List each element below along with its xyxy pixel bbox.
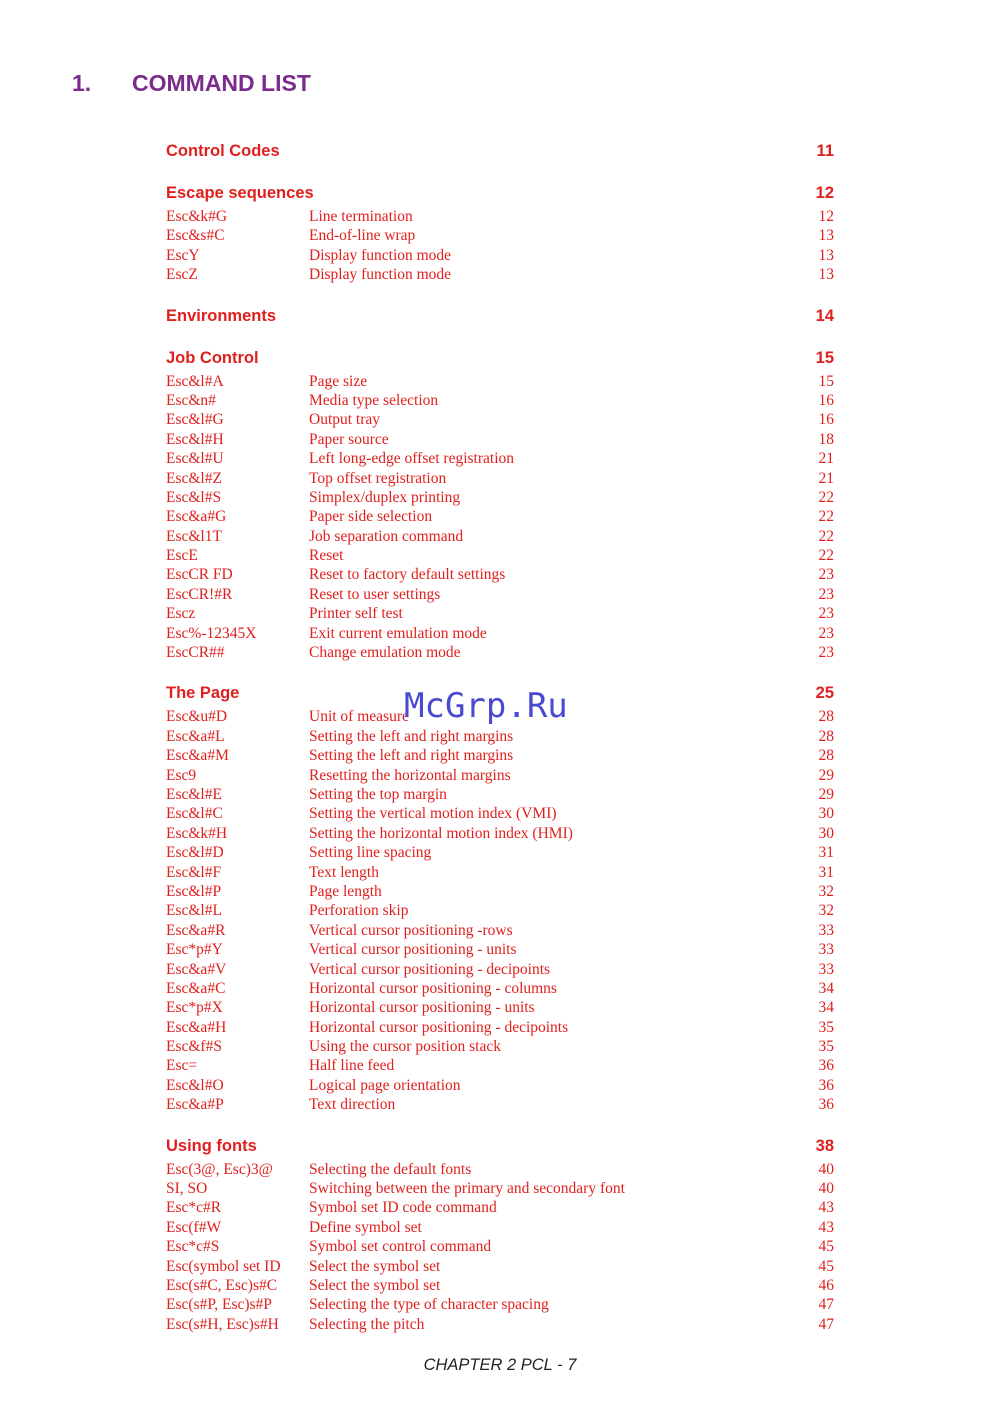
toc-entry [166, 527, 834, 546]
entry-page: 45 [818, 1257, 834, 1275]
toc-entry [166, 979, 834, 998]
entry-description: Selecting the default fonts [309, 1160, 472, 1178]
entry-description: Line termination [309, 208, 413, 225]
toc-entry [166, 207, 834, 226]
entry-command: Esc&l#O [166, 1076, 224, 1094]
entry-page: 13 [818, 246, 834, 264]
entry-description: Horizontal cursor positioning - units [309, 999, 535, 1017]
entry-page: 22 [818, 508, 834, 526]
entry-command: SI, SO [166, 1180, 208, 1198]
toc-entry [166, 469, 834, 488]
toc-entry [166, 746, 834, 765]
entry-page: 34 [818, 979, 834, 997]
entry-page: 47 [818, 1315, 834, 1333]
entry-page: 13 [818, 266, 834, 284]
toc-entry [166, 882, 834, 901]
entry-page: 29 [818, 785, 834, 803]
entry-command: Esc&n# [166, 391, 216, 409]
entry-page: 33 [818, 960, 834, 978]
entry-page: 28 [818, 708, 834, 726]
toc-entry [166, 246, 834, 265]
toc-entry [166, 585, 834, 604]
entry-command: Esc*c#R [166, 1199, 222, 1217]
page-footer: CHAPTER 2 PCL - 7 [423, 1356, 577, 1374]
toc-entry [166, 1160, 834, 1179]
entry-description: Page length [309, 882, 382, 900]
entry-command: Esc*c#S [166, 1238, 220, 1256]
entry-description: Horizontal cursor positioning - decipoints [309, 1018, 569, 1036]
entry-page: 40 [818, 1180, 834, 1198]
toc-entry [166, 785, 834, 804]
toc-entry [166, 1056, 834, 1075]
entry-command: Esc= [166, 1057, 198, 1075]
toc-entry [166, 565, 834, 584]
entry-description: Selecting the type of character spacing [309, 1296, 549, 1314]
entry-description: Switching between the primary and secondary font [309, 1180, 625, 1198]
entry-page: 16 [818, 411, 834, 429]
entry-description: Resetting the horizontal margins [309, 766, 511, 784]
section-page: 38 [815, 1136, 834, 1155]
toc-entry [166, 863, 834, 882]
entry-page: 35 [818, 1018, 834, 1036]
entry-command: Esc&l#G [166, 411, 224, 429]
entry-description: Text length [309, 863, 379, 881]
entry-command: Esc&l#H [166, 430, 224, 448]
entry-command: Esc(f#W [166, 1218, 222, 1236]
toc-entry [166, 1237, 834, 1256]
section-header [166, 1135, 834, 1157]
entry-description: Display function mode [309, 266, 452, 284]
entry-page: 21 [818, 450, 834, 468]
entry-description: Left long-edge offset registration [309, 450, 515, 468]
entry-description: Job separation command [309, 527, 464, 545]
toc-entry [166, 372, 834, 391]
entry-command: Esc(3@, Esc)3@ [166, 1160, 273, 1178]
entry-command: EscCR## [166, 644, 225, 662]
entry-page: 22 [818, 547, 834, 565]
toc-entry [166, 1076, 834, 1095]
entry-command: Esc&l#P [166, 882, 222, 900]
entry-command: Esc&u#D [166, 708, 228, 726]
entry-page: 43 [818, 1218, 834, 1236]
entry-description: Logical page orientation [309, 1076, 461, 1094]
entry-page: 23 [818, 644, 834, 662]
entry-description: Horizontal cursor positioning - columns [309, 979, 557, 997]
toc-entry [166, 507, 834, 526]
toc-entry [166, 1315, 834, 1334]
toc-entry [166, 449, 834, 468]
entry-description: Paper source [309, 430, 389, 448]
toc-entry [166, 1257, 834, 1276]
entry-description: Reset to factory default settings [309, 566, 506, 584]
entry-description: Top offset registration [309, 469, 447, 487]
toc-section [166, 140, 834, 162]
entry-description: Setting the horizontal motion index (HMI) [309, 824, 573, 842]
toc-entry [166, 1179, 834, 1198]
entry-description: Reset to user settings [309, 585, 441, 603]
entry-page: 33 [818, 921, 834, 939]
entry-page: 33 [818, 941, 834, 959]
entry-description: Unit of measure [309, 708, 409, 726]
entry-page: 32 [818, 902, 834, 920]
toc-entry [166, 1276, 834, 1295]
entry-command: Esc&a#G [166, 508, 227, 526]
toc-entry [166, 1037, 834, 1056]
entry-description: Setting line spacing [309, 844, 432, 862]
chapter-title [72, 70, 311, 97]
entry-description: Perforation skip [309, 902, 409, 920]
entry-description: Selecting the pitch [309, 1315, 425, 1333]
toc-entry [166, 940, 834, 959]
entry-page: 23 [818, 605, 834, 623]
entry-description: Paper side selection [309, 508, 433, 526]
toc-entry [166, 643, 834, 662]
entry-page: 23 [818, 566, 834, 584]
entry-command: Esc&l#Z [166, 469, 222, 487]
entry-description: Vertical cursor positioning - decipoints [309, 960, 551, 978]
section-title: Escape sequences [166, 184, 314, 202]
toc-entry [166, 998, 834, 1017]
entry-page: 28 [818, 727, 834, 745]
entry-command: EscE [166, 547, 198, 565]
chapter-number: 1. [72, 70, 92, 96]
entry-description: Define symbol set [309, 1218, 422, 1236]
toc-entry [166, 1198, 834, 1217]
chapter-title-text: COMMAND LIST [132, 70, 311, 96]
entry-command: Esc&a#R [166, 921, 226, 939]
watermark-logo: McGrp.Ru [404, 686, 568, 726]
entry-command: Esc&l#S [166, 488, 222, 506]
entry-command: Esc&k#H [166, 824, 228, 842]
entry-description: Reset [309, 547, 344, 565]
entry-command: Esc(s#H, Esc)s#H [166, 1315, 279, 1333]
toc-entry [166, 766, 834, 785]
entry-page: 30 [818, 805, 834, 823]
entry-command: Esc&l#L [166, 902, 222, 920]
entry-description: Setting the vertical motion index (VMI) [309, 805, 557, 823]
toc-section [166, 1135, 834, 1335]
entry-description: Symbol set ID code command [309, 1199, 497, 1217]
toc-entry [166, 430, 834, 449]
section-header [166, 347, 834, 369]
entry-command: Esc%-12345X [166, 624, 257, 642]
section-title: Job Control [166, 348, 259, 367]
entry-description: Output tray [309, 411, 381, 429]
toc-section [166, 182, 834, 285]
entry-command: Esc&l#A [166, 372, 224, 390]
entry-description: Media type selection [309, 391, 439, 409]
entry-command: Esc(s#C, Esc)s#C [166, 1276, 278, 1294]
entry-page: 36 [818, 1096, 834, 1114]
entry-command: Esc&f#S [166, 1038, 222, 1056]
entry-page: 40 [818, 1160, 834, 1178]
toc-entry [166, 804, 834, 823]
toc-entry [166, 604, 834, 623]
entry-command: Esc&l#D [166, 844, 224, 862]
toc-section [166, 305, 834, 327]
section-header [166, 305, 834, 327]
entry-description: Setting the left and right margins [309, 747, 514, 765]
section-page: 11 [816, 142, 834, 160]
section-title: Using fonts [166, 1136, 257, 1155]
entry-description: Symbol set control command [309, 1238, 492, 1256]
toc-entry [166, 921, 834, 940]
toc-section [166, 347, 834, 663]
toc-entry [166, 410, 834, 429]
toc-entry [166, 546, 834, 565]
entry-command: Esc&a#P [166, 1096, 224, 1114]
entry-command: Esc*p#Y [166, 941, 223, 959]
entry-page: 45 [818, 1238, 834, 1256]
entry-page: 16 [818, 391, 834, 409]
entry-page: 18 [818, 430, 834, 448]
entry-page: 22 [818, 527, 834, 545]
entry-command: EscZ [166, 266, 198, 284]
entry-page: 43 [818, 1199, 834, 1217]
toc-entry [166, 1018, 834, 1037]
entry-page: 35 [818, 1038, 834, 1056]
entry-command: Escz [166, 605, 196, 623]
toc-entry [166, 960, 834, 979]
entry-description: Select the symbol set [309, 1276, 441, 1294]
toc-entry [166, 391, 834, 410]
entry-description: Change emulation mode [309, 644, 461, 662]
entry-description: Half line feed [309, 1057, 395, 1075]
toc-entry [166, 488, 834, 507]
toc-section [166, 682, 834, 1114]
entry-command: Esc(s#P, Esc)s#P [166, 1296, 272, 1314]
entry-command: Esc&l1T [166, 527, 222, 545]
entry-command: Esc&l#E [166, 785, 222, 803]
entry-page: 22 [818, 488, 834, 506]
section-header [166, 182, 834, 204]
entry-page: 36 [818, 1057, 834, 1075]
section-page: 12 [815, 184, 834, 202]
toc-entry [166, 1295, 834, 1314]
section-title: Control Codes [166, 142, 280, 160]
entry-description: Setting the left and right margins [309, 727, 514, 745]
entry-description: Simplex/duplex printing [309, 488, 461, 506]
entry-page: 23 [818, 624, 834, 642]
entry-command: Esc&a#C [166, 979, 226, 997]
entry-command: Esc9 [166, 766, 197, 784]
entry-command: EscY [166, 246, 200, 264]
entry-page: 46 [818, 1276, 834, 1294]
entry-command: Esc&k#G [166, 208, 228, 225]
section-page: 15 [815, 348, 834, 367]
entry-description: Text direction [309, 1096, 396, 1114]
entry-description: Printer self test [309, 605, 403, 623]
toc-entry [166, 843, 834, 862]
entry-page: 31 [818, 844, 834, 862]
toc-entry [166, 1218, 834, 1237]
entry-command: Esc&l#C [166, 805, 223, 823]
entry-command: Esc&l#U [166, 450, 224, 468]
entry-description: Display function mode [309, 246, 452, 264]
table-of-contents [166, 140, 834, 1354]
toc-entry [166, 1095, 834, 1114]
entry-page: 29 [818, 766, 834, 784]
section-page: 14 [815, 306, 834, 325]
entry-page: 36 [818, 1076, 834, 1094]
entry-description: Exit current emulation mode [309, 624, 487, 642]
entry-page: 30 [818, 824, 834, 842]
entry-description: End-of-line wrap [309, 227, 416, 245]
section-title: The Page [166, 684, 240, 703]
section-title: Environments [166, 306, 277, 325]
entry-command: Esc&a#M [166, 747, 229, 765]
entry-command: Esc&a#L [166, 727, 225, 745]
section-header [166, 140, 834, 162]
toc-entry [166, 901, 834, 920]
entry-command: EscCR!#R [166, 585, 233, 603]
toc-entry [166, 824, 834, 843]
toc-entry [166, 226, 834, 245]
entry-description: Vertical cursor positioning -rows [309, 921, 513, 939]
entry-page: 15 [818, 372, 834, 390]
entry-page: 34 [818, 999, 834, 1017]
entry-description: Vertical cursor positioning - units [309, 941, 517, 959]
section-page: 25 [815, 684, 834, 703]
entry-description: Select the symbol set [309, 1257, 441, 1275]
entry-command: Esc(symbol set ID [166, 1257, 281, 1275]
entry-page: 13 [818, 227, 834, 245]
entry-command: Esc&l#F [166, 863, 222, 881]
toc-entry [166, 265, 834, 284]
entry-description: Page size [309, 372, 368, 390]
entry-description: Using the cursor position stack [309, 1038, 502, 1056]
entry-page: 23 [818, 585, 834, 603]
entry-command: Esc*p#X [166, 999, 223, 1017]
entry-page: 47 [818, 1296, 834, 1314]
toc-entry [166, 727, 834, 746]
entry-command: Esc&a#V [166, 960, 227, 978]
entry-page: 32 [818, 882, 834, 900]
entry-page: 12 [818, 208, 834, 225]
entry-command: EscCR FD [166, 566, 233, 584]
entry-command: Esc&a#H [166, 1018, 227, 1036]
entry-page: 28 [818, 747, 834, 765]
entry-page: 31 [818, 863, 834, 881]
entry-page: 21 [818, 469, 834, 487]
toc-entry [166, 624, 834, 643]
entry-description: Setting the top margin [309, 785, 447, 803]
entry-command: Esc&s#C [166, 227, 225, 245]
